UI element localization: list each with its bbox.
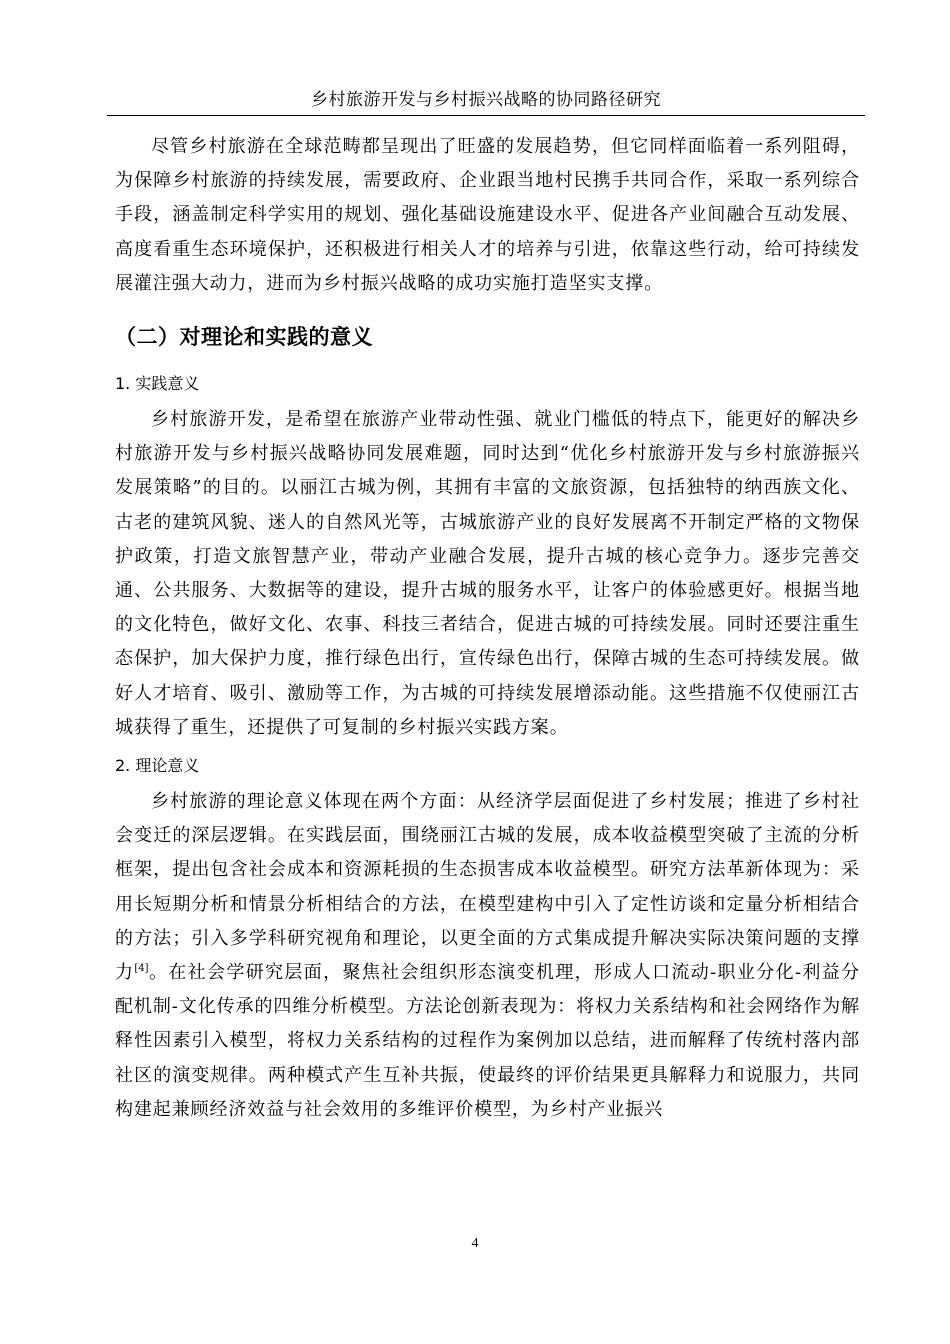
running-header-title: 乡村旅游开发与乡村振兴战略的协同路径研究: [311, 90, 661, 110]
section-heading: （二）对理论和实践的意义: [115, 325, 373, 350]
practical-significance-heading: 1. 实践意义: [115, 374, 200, 394]
citation-reference: [4]: [134, 963, 149, 975]
theoretical-text-part-1: 乡村旅游的理论意义体现在两个方面：从经济学层面促进了乡村发展；推进了乡村社会变迁的深层逻辑。在实践层面，围绕丽江古城的发展，成本收益模型突破了主流的分析框架，提出包含社会成本和资源耗损的生态损害成本收益模型。研究方法革新体现为：采用长短期分析和情景分析相结合的方法，在模型建构中引入了定性访谈和定量分析相结合的方法；引入多学科研究视角和理论，以更全面的方式集成提升解决实际决策问题的支撑力: [115, 791, 860, 984]
theoretical-text-part-2: 。在社会学研究层面，聚焦社会组织形态演变机理，形成人口流动-职业分化-利益分配机制-文化传承的四维分析模型。方法论创新表现为：将权力关系结构和社会网络作为解释性因素引入模型，将权力关系结构的过程作为案例加以总结，进而解释了传统村落内部社区的演变规律。两种模式产生互补共振，使最终的评价结果更具解释力和说服力，共同构建起兼顾经济效益与社会效用的多维评价模型，为乡村产业振兴: [115, 962, 860, 1120]
theoretical-significance-paragraph: [115, 785, 860, 1127]
header-rule: [107, 115, 865, 116]
practical-significance-paragraph: 乡村旅游开发，是希望在旅游产业带动性强、就业门槛低的特点下，能更好的解决乡村旅游开发与乡村振兴战略协同发展难题，同时达到“优化乡村旅游开发与乡村旅游振兴发展策略”的目的。以丽江古城为例，其拥有丰富的文旅资源，包括独特的纳西族文化、古老的建筑风貌、迷人的自然风光等，古城旅游产业的良好发展离不开制定严格的文物保护政策，打造文旅智慧产业，带动产业融合发展，提升古城的核心竞争力。逐步完善交通、公共服务、大数据等的建设，提升古城的服务水平，让客户的体验感更好。根据当地的文化特色，做好文化、农事、科技三者结合，促进古城的可持续发展。同时还要注重生态保护，加大保护力度，推行绿色出行，宣传绿色出行，保障古城的生态可持续发展。做好人才培育、吸引、激励等工作，为古城的可持续发展增添动能。这些措施不仅使丽江古城获得了重生，还提供了可复制的乡村振兴实践方案。: [115, 409, 860, 738]
page-number: 4: [471, 1236, 479, 1251]
page-body: [115, 130, 860, 1127]
intro-paragraph: 尽管乡村旅游在全球范畴都呈现出了旺盛的发展趋势，但它同样面临着一系列阻碍，为保障乡村旅游的持续发展，需要政府、企业跟当地村民携手共同合作，采取一系列综合手段，涵盖制定科学实用的规划、强化基础设施建设水平、促进各产业间融合互动发展、高度看重生态环境保护，还积极进行相关人才的培养与引进，依靠这些行动，给可持续发展灌注强大动力，进而为乡村振兴战略的成功实施打造坚实支撑。: [115, 136, 860, 294]
theoretical-significance-heading: 2. 理论意义: [115, 756, 200, 776]
